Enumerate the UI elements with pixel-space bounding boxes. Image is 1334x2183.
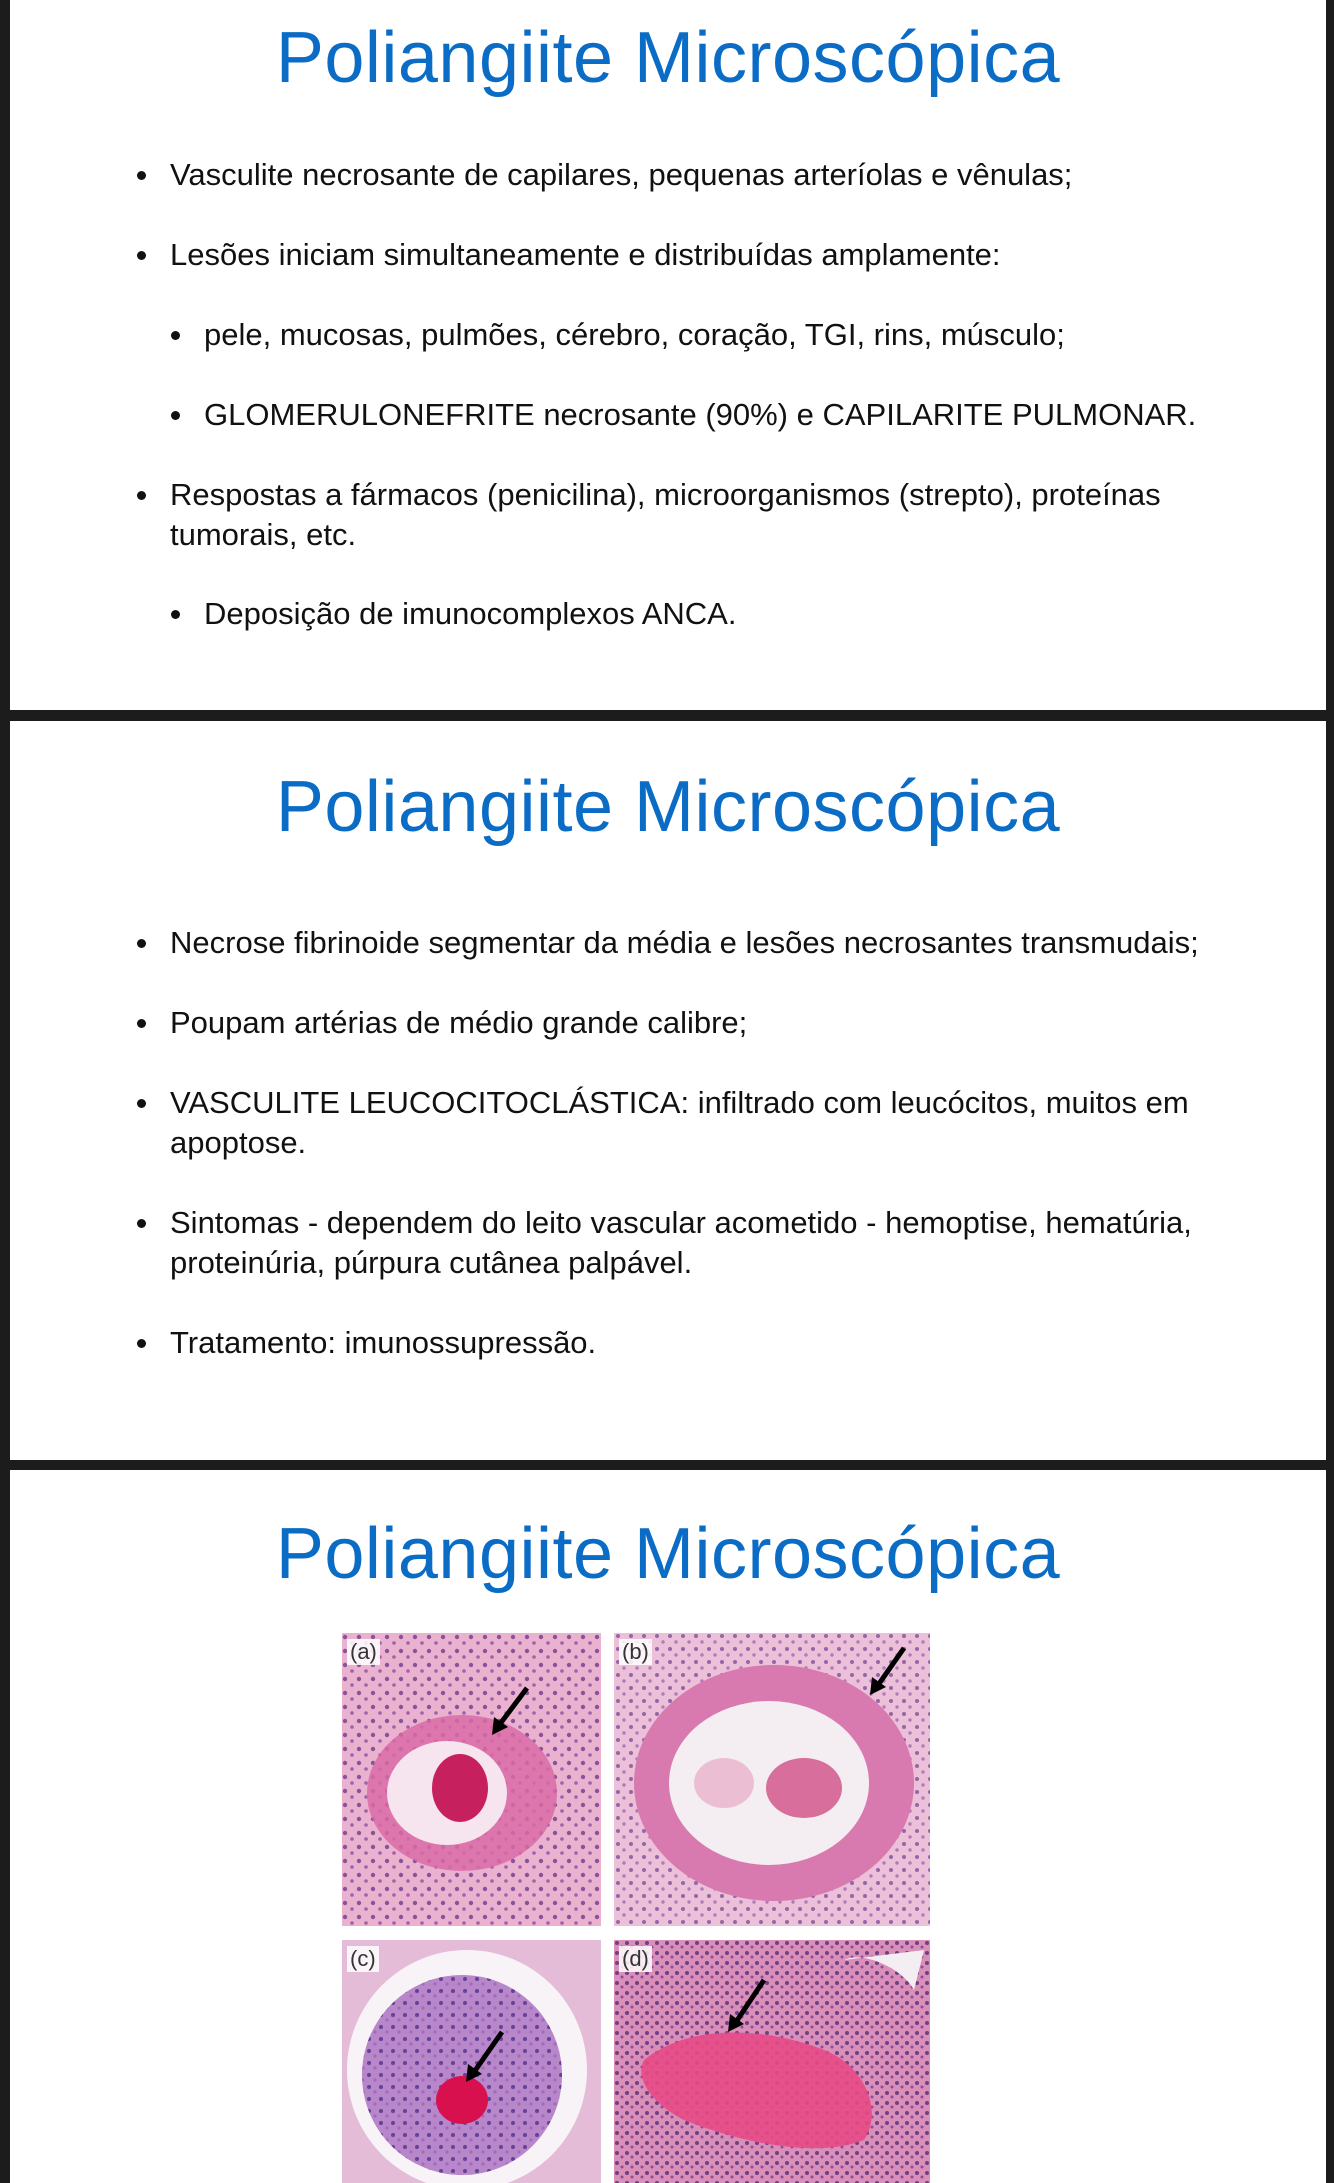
histology-image-c xyxy=(342,1940,601,2183)
slide-3 xyxy=(10,1470,1326,2183)
slide-title: Poliangiite Microscópica xyxy=(275,1514,1061,1594)
bullet-item: Sintomas - dependem do leito vascular acometido - hemoptise, hematúria, proteinúria, púrpura cutânea palpável. xyxy=(170,1203,1280,1283)
bullet-item: Lesões iniciam simultaneamente e distribuídas amplamente: xyxy=(170,235,1280,275)
histology-panel-d xyxy=(614,1940,930,2183)
histology-figure xyxy=(342,1633,962,2183)
histology-image-a xyxy=(342,1633,601,1926)
histology-panel-a xyxy=(342,1633,601,1926)
panel-label: (a) xyxy=(347,1639,380,1665)
bullet-item: Poupam artérias de médio grande calibre; xyxy=(170,1003,1280,1043)
slide-1 xyxy=(10,0,1326,710)
histology-panel-c xyxy=(342,1940,601,2183)
sub-bullet-item: pele, mucosas, pulmões, cérebro, coração, TGI, rins, músculo; xyxy=(204,315,1284,355)
slide-title: Poliangiite Microscópica xyxy=(275,18,1061,98)
panel-label: (b) xyxy=(619,1639,652,1665)
histology-image-b xyxy=(614,1633,930,1926)
bullet-item: VASCULITE LEUCOCITOCLÁSTICA: infiltrado com leucócitos, muitos em apoptose. xyxy=(170,1083,1280,1163)
bullet-item: Vasculite necrosante de capilares, pequenas arteríolas e vênulas; xyxy=(170,155,1280,195)
histology-image-d xyxy=(614,1940,930,2183)
histology-panel-b xyxy=(614,1633,930,1926)
bullet-item: Respostas a fármacos (penicilina), microorganismos (strepto), proteínas tumorais, etc. xyxy=(170,475,1280,555)
bullet-item: Necrose fibrinoide segmentar da média e lesões necrosantes transmudais; xyxy=(170,923,1280,963)
bullet-item: Tratamento: imunossupressão. xyxy=(170,1323,1280,1363)
slide-title: Poliangiite Microscópica xyxy=(275,767,1061,847)
sub-bullet-item: GLOMERULONEFRITE necrosante (90%) e CAPILARITE PULMONAR. xyxy=(204,395,1284,435)
slide-2 xyxy=(10,721,1326,1460)
sub-bullet-item: Deposição de imunocomplexos ANCA. xyxy=(204,594,1284,634)
panel-label: (d) xyxy=(619,1946,652,1972)
panel-label: (c) xyxy=(347,1946,379,1972)
